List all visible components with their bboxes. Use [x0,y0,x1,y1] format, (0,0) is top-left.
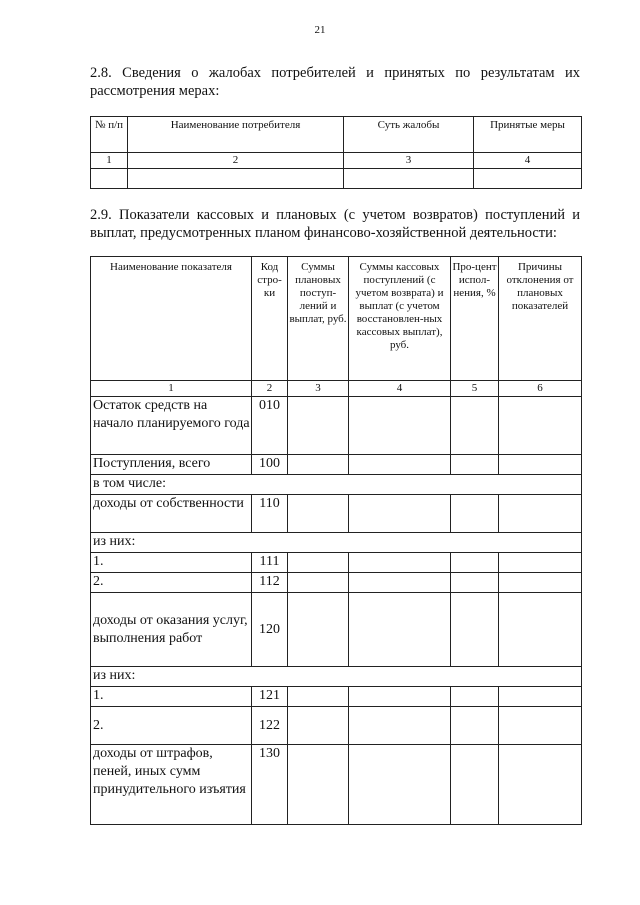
empty-cell [91,169,128,189]
empty-cell [451,553,499,573]
empty-cell [349,455,451,475]
empty-cell [451,593,499,667]
column-header: Суммы плановых поступ-лений и выплат, руб. [288,257,349,381]
empty-cell [288,553,349,573]
group-label: из них: [91,667,582,687]
column-number: 5 [451,381,499,397]
table-row [91,745,582,825]
column-number-row [91,153,582,169]
table-row [91,169,582,189]
empty-cell [349,495,451,533]
empty-cell [499,495,582,533]
column-header: Суть жалобы [344,117,474,153]
empty-cell [288,495,349,533]
empty-cell [349,745,451,825]
table-row [91,707,582,745]
column-header: Наименование показателя [91,257,252,381]
empty-cell [288,745,349,825]
empty-cell [288,593,349,667]
table-row [91,573,582,593]
line-code: 100 [252,455,288,475]
empty-cell [499,593,582,667]
empty-cell [288,397,349,455]
empty-cell [349,553,451,573]
empty-cell [499,573,582,593]
empty-cell [349,593,451,667]
indicator-name: Поступления, всего [91,455,252,475]
complaints-table [90,116,582,189]
section-2-9-heading: 2.9. Показатели кассовых и плановых (с учетом возвратов) поступлений и выплат, предусмотренных планом финансово-хозяйственной деятельности: [90,207,580,241]
line-code: 111 [252,553,288,573]
column-number: 1 [91,153,128,169]
column-number: 3 [288,381,349,397]
column-header: Про-цент испол-нения, % [451,257,499,381]
column-number: 1 [91,381,252,397]
empty-cell [349,687,451,707]
empty-cell [451,495,499,533]
indicator-name: доходы от штрафов, пеней, иных сумм принудительного изъятия [91,745,252,825]
empty-cell [344,169,474,189]
indicator-name: 2. [91,573,252,593]
section-2-8-heading: 2.8. Сведения о жалобах потребителей и принятых по результатам их рассмотрения мерах: [90,65,580,99]
receipts-table [90,256,582,825]
empty-cell [451,687,499,707]
page-number: 21 [314,24,326,36]
column-number: 2 [128,153,344,169]
empty-cell [499,687,582,707]
line-code: 112 [252,573,288,593]
table-row [91,397,582,455]
column-header: № п/п [91,117,128,153]
line-code: 110 [252,495,288,533]
line-code: 130 [252,745,288,825]
table-row [91,667,582,687]
indicator-name: Остаток средств на начало планируемого года [91,397,252,455]
table-header-row [91,117,582,153]
empty-cell [499,707,582,745]
empty-cell [349,397,451,455]
table-row [91,475,582,495]
table-row [91,593,582,667]
empty-cell [499,397,582,455]
group-label: в том числе: [91,475,582,495]
empty-cell [499,745,582,825]
indicator-name: 2. [91,707,252,745]
empty-cell [451,455,499,475]
column-number-row [91,381,582,397]
empty-cell [288,707,349,745]
empty-cell [499,455,582,475]
column-header: Суммы кассовых поступлений (с учетом возврата) и выплат (с учетом восстановлен-ных кассовых выплат), руб. [349,257,451,381]
column-number: 3 [344,153,474,169]
table-row [91,687,582,707]
empty-cell [288,573,349,593]
table-row [91,553,582,573]
empty-cell [128,169,344,189]
indicator-name: 1. [91,553,252,573]
column-header: Код стро-ки [252,257,288,381]
line-code: 122 [252,707,288,745]
empty-cell [451,745,499,825]
empty-cell [288,455,349,475]
empty-cell [474,169,582,189]
column-number: 4 [349,381,451,397]
empty-cell [499,553,582,573]
table-row [91,533,582,553]
indicator-name: 1. [91,687,252,707]
table-row [91,455,582,475]
column-number: 4 [474,153,582,169]
empty-cell [451,397,499,455]
group-label: из них: [91,533,582,553]
empty-cell [451,573,499,593]
column-header: Наименование потребителя [128,117,344,153]
empty-cell [451,707,499,745]
column-number: 6 [499,381,582,397]
column-number: 2 [252,381,288,397]
indicator-name: доходы от собственности [91,495,252,533]
line-code: 120 [252,593,288,667]
table-header-row [91,257,582,381]
indicator-name: доходы от оказания услуг, выполнения работ [91,593,252,667]
table-row [91,495,582,533]
line-code: 121 [252,687,288,707]
column-header: Причины отклонения от плановых показателей [499,257,582,381]
empty-cell [349,707,451,745]
empty-cell [349,573,451,593]
line-code: 010 [252,397,288,455]
empty-cell [288,687,349,707]
column-header: Принятые меры [474,117,582,153]
